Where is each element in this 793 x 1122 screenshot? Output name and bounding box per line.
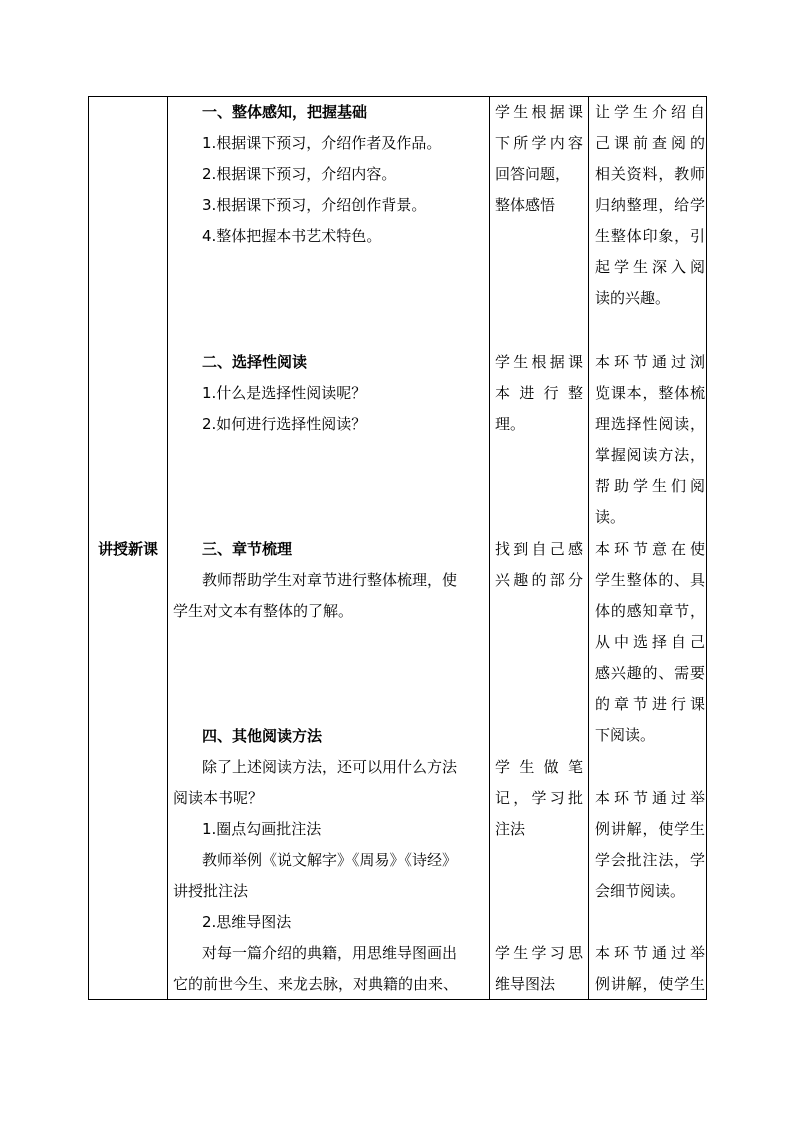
column-divider [167,97,168,999]
section-4-line: 除了上述阅读方法，还可以用什么方法 [202,758,458,776]
section-2-line: 1.什么是选择性阅读呢？ [202,384,367,402]
student-activity-line: 学 生 做 笔 [495,758,583,776]
design-intent-line: 下阅读。 [595,726,656,744]
section-3-line: 教师帮助学生对章节进行整体梳理，使 [202,571,458,589]
section-1-line: 1.根据课下预习，介绍作者及作品。 [202,134,442,152]
student-activity-line: 注法 [495,820,526,838]
section-3-heading: 三、章节梳理 [202,540,293,558]
design-intent-line: 帮助学生们阅 [595,477,705,495]
design-intent-line: 相关资料，教师 [595,165,705,183]
student-activity-line: 下所学内容 [495,134,583,152]
design-intent-line: 体的感知章节， [595,602,705,620]
lesson-table [88,96,707,1000]
student-activity-line: 找到自己感 [495,540,583,558]
student-activity-line: 记，学习批 [495,789,583,807]
section-4-line: 1.圈点勾画批注法 [202,820,322,838]
section-3-line: 学生对文本有整体的了解。 [173,602,354,620]
design-intent-line: 例讲解，使学生 [595,975,705,993]
design-intent-line: 起学生深入阅 [595,258,705,276]
student-activity-line: 维导图法 [495,975,556,993]
design-intent-line: 学会批注法，学 [595,851,705,869]
section-1-line: 2.根据课下预习，介绍内容。 [202,165,397,183]
section-2-line: 2.如何进行选择性阅读？ [202,415,367,433]
section-1-heading: 一、整体感知，把握基础 [202,103,368,121]
design-intent-line: 归纳整理，给学 [595,196,705,214]
design-intent-line: 览课本，整体梳 [595,384,705,402]
section-4-line: 2.思维导图法 [202,913,292,931]
student-activity-line: 回答问题， [495,165,571,183]
design-intent-line: 生整体印象，引 [595,227,705,245]
section-4-line: 阅读本书呢？ [173,789,264,807]
design-intent-line: 会细节阅读。 [595,882,686,900]
student-activity-line: 学生根据课 [495,353,583,371]
design-intent-line: 本环节通过浏 [595,353,705,371]
design-intent-line: 理选择性阅读， [595,415,705,433]
design-intent-line: 例讲解，使学生 [595,820,705,838]
student-activity-line: 整体感悟 [495,196,556,214]
design-intent-line: 让学生介绍自 [595,103,705,121]
design-intent-line: 己课前查阅的 [595,134,705,152]
design-intent-line: 本环节通过举 [595,944,705,962]
design-intent-line: 掌握阅读方法， [595,446,705,464]
student-activity-line: 学生根据课 [495,103,583,121]
design-intent-line: 读的兴趣。 [595,289,671,307]
student-activity-line: 理。 [495,415,526,433]
design-intent-line: 感兴趣的、需要 [595,664,705,682]
section-4-line: 讲授批注法 [173,882,249,900]
section-2-heading: 二、选择性阅读 [202,353,308,371]
row-label-cell [89,97,167,999]
section-4-line: 对每一篇介绍的典籍，用思维导图画出 [202,944,458,962]
column-divider [588,97,589,999]
student-activity-line: 兴趣的部分 [495,571,583,589]
design-intent-line: 从中选择自己 [595,633,705,651]
design-intent-line: 学生整体的、具 [595,571,705,589]
design-intent-line: 的章节进行课 [595,695,705,713]
student-activity-line: 本 进 行 整 [495,384,583,402]
section-1-line: 3.根据课下预习，介绍创作背景。 [202,196,427,214]
section-4-heading: 四、其他阅读方法 [202,727,323,745]
design-intent-line: 读。 [595,508,626,526]
design-intent-line: 本环节意在使 [595,540,705,558]
row-label: 讲授新课 [97,539,158,558]
student-activity-line: 学生学习思 [495,944,583,962]
design-intent-line: 本环节通过举 [595,789,705,807]
section-1-line: 4.整体把握本书艺术特色。 [202,227,382,245]
section-4-line: 教师举例《说文解字》《周易》《诗经》 [202,851,458,869]
section-4-line: 它的前世今生、来龙去脉，对典籍的由来、 [173,975,459,993]
